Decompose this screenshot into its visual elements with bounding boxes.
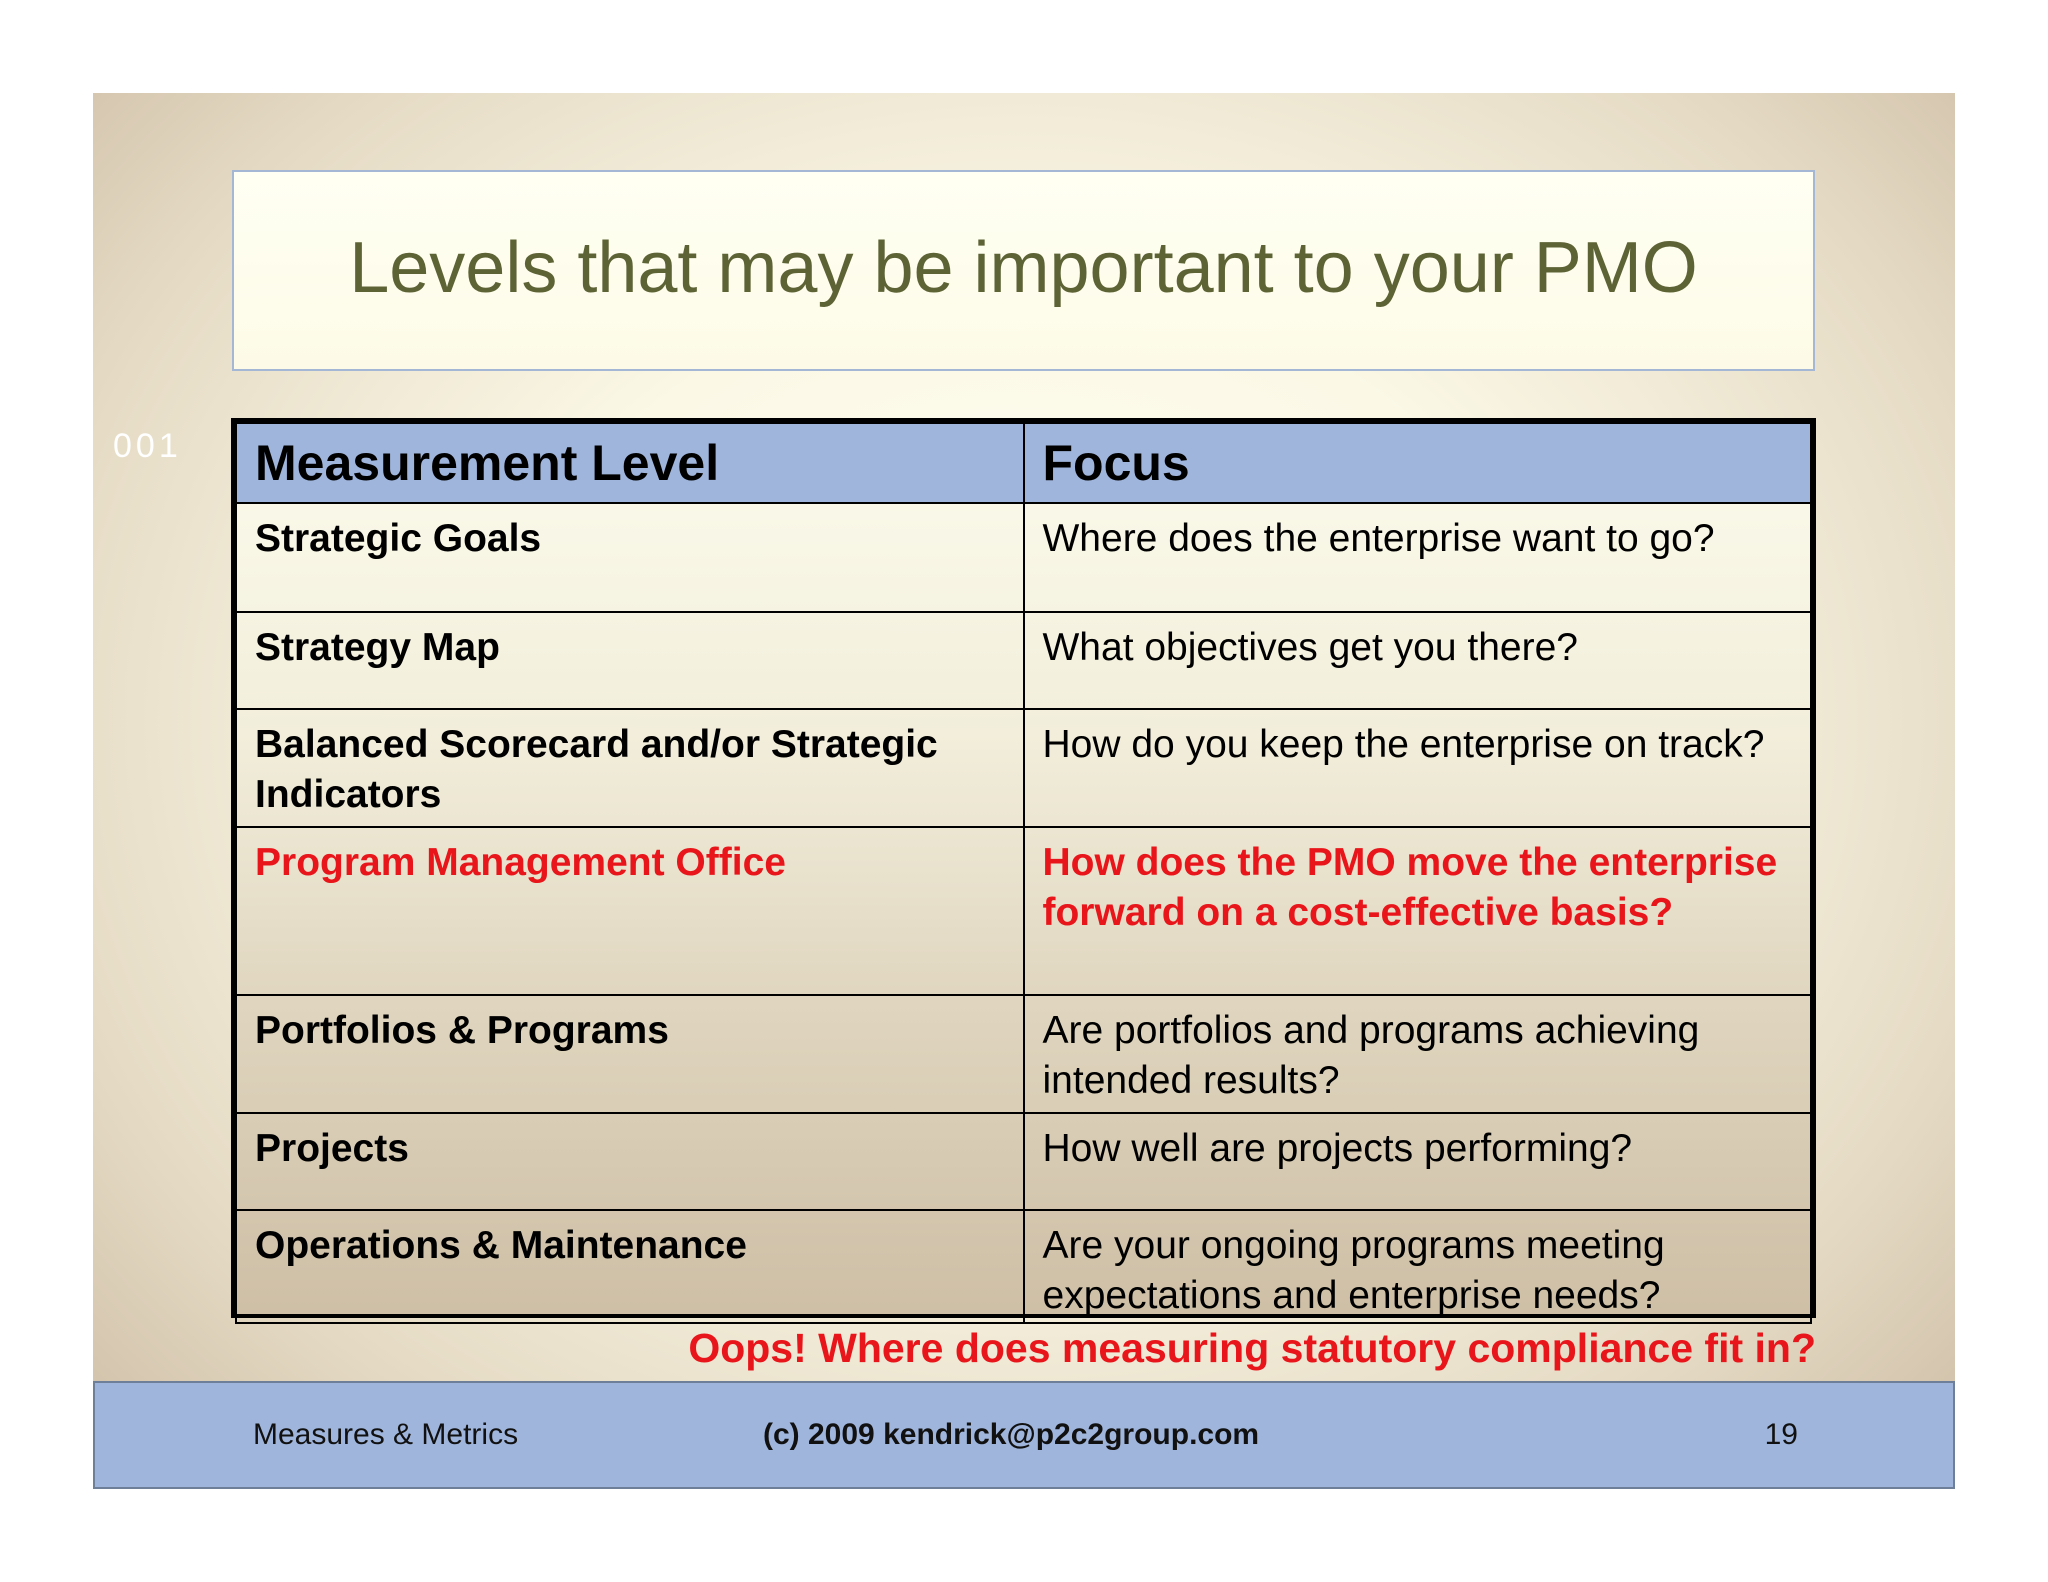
level-cell: Balanced Scorecard and/or Strategic Indicators <box>236 709 1024 827</box>
header-focus: Focus <box>1024 423 1812 503</box>
focus-cell: How does the PMO move the enterprise forward on a cost-effective basis? <box>1024 827 1812 995</box>
focus-cell: What objectives get you there? <box>1024 612 1812 709</box>
table-header-row <box>236 423 1811 503</box>
footer-title: Measures & Metrics <box>253 1418 519 1451</box>
level-cell: Strategic Goals <box>236 503 1024 612</box>
level-cell: Strategy Map <box>236 612 1024 709</box>
focus-cell: Are your ongoing programs meeting expectations and enterprise needs? <box>1024 1210 1812 1323</box>
page-number: 19 <box>1764 1418 1798 1451</box>
slide-title: Levels that may be important to your PMO <box>349 227 1698 308</box>
footer-copyright: (c) 2009 kendrick@p2c2group.com <box>763 1418 1260 1451</box>
slide-code: 001 <box>113 427 182 465</box>
table-row <box>236 612 1811 709</box>
table-row <box>236 995 1811 1113</box>
level-cell: Operations & Maintenance <box>236 1210 1024 1323</box>
level-cell: Projects <box>236 1113 1024 1210</box>
levels-table <box>235 422 1812 1324</box>
slide <box>93 93 1955 1489</box>
table-row-highlight <box>236 827 1811 995</box>
measurement-table <box>231 418 1816 1318</box>
level-cell: Program Management Office <box>236 827 1024 995</box>
table-row <box>236 1113 1811 1210</box>
level-cell: Portfolios & Programs <box>236 995 1024 1113</box>
footer-bar <box>93 1381 1955 1489</box>
focus-cell: Where does the enterprise want to go? <box>1024 503 1812 612</box>
table-row <box>236 709 1811 827</box>
header-measurement-level: Measurement Level <box>236 423 1024 503</box>
compliance-note: Oops! Where does measuring statutory compliance fit in? <box>688 1325 1816 1371</box>
focus-cell: Are portfolios and programs achieving intended results? <box>1024 995 1812 1113</box>
focus-cell: How well are projects performing? <box>1024 1113 1812 1210</box>
table-row <box>236 503 1811 612</box>
title-box <box>232 170 1815 371</box>
focus-cell: How do you keep the enterprise on track? <box>1024 709 1812 827</box>
table-row <box>236 1210 1811 1323</box>
